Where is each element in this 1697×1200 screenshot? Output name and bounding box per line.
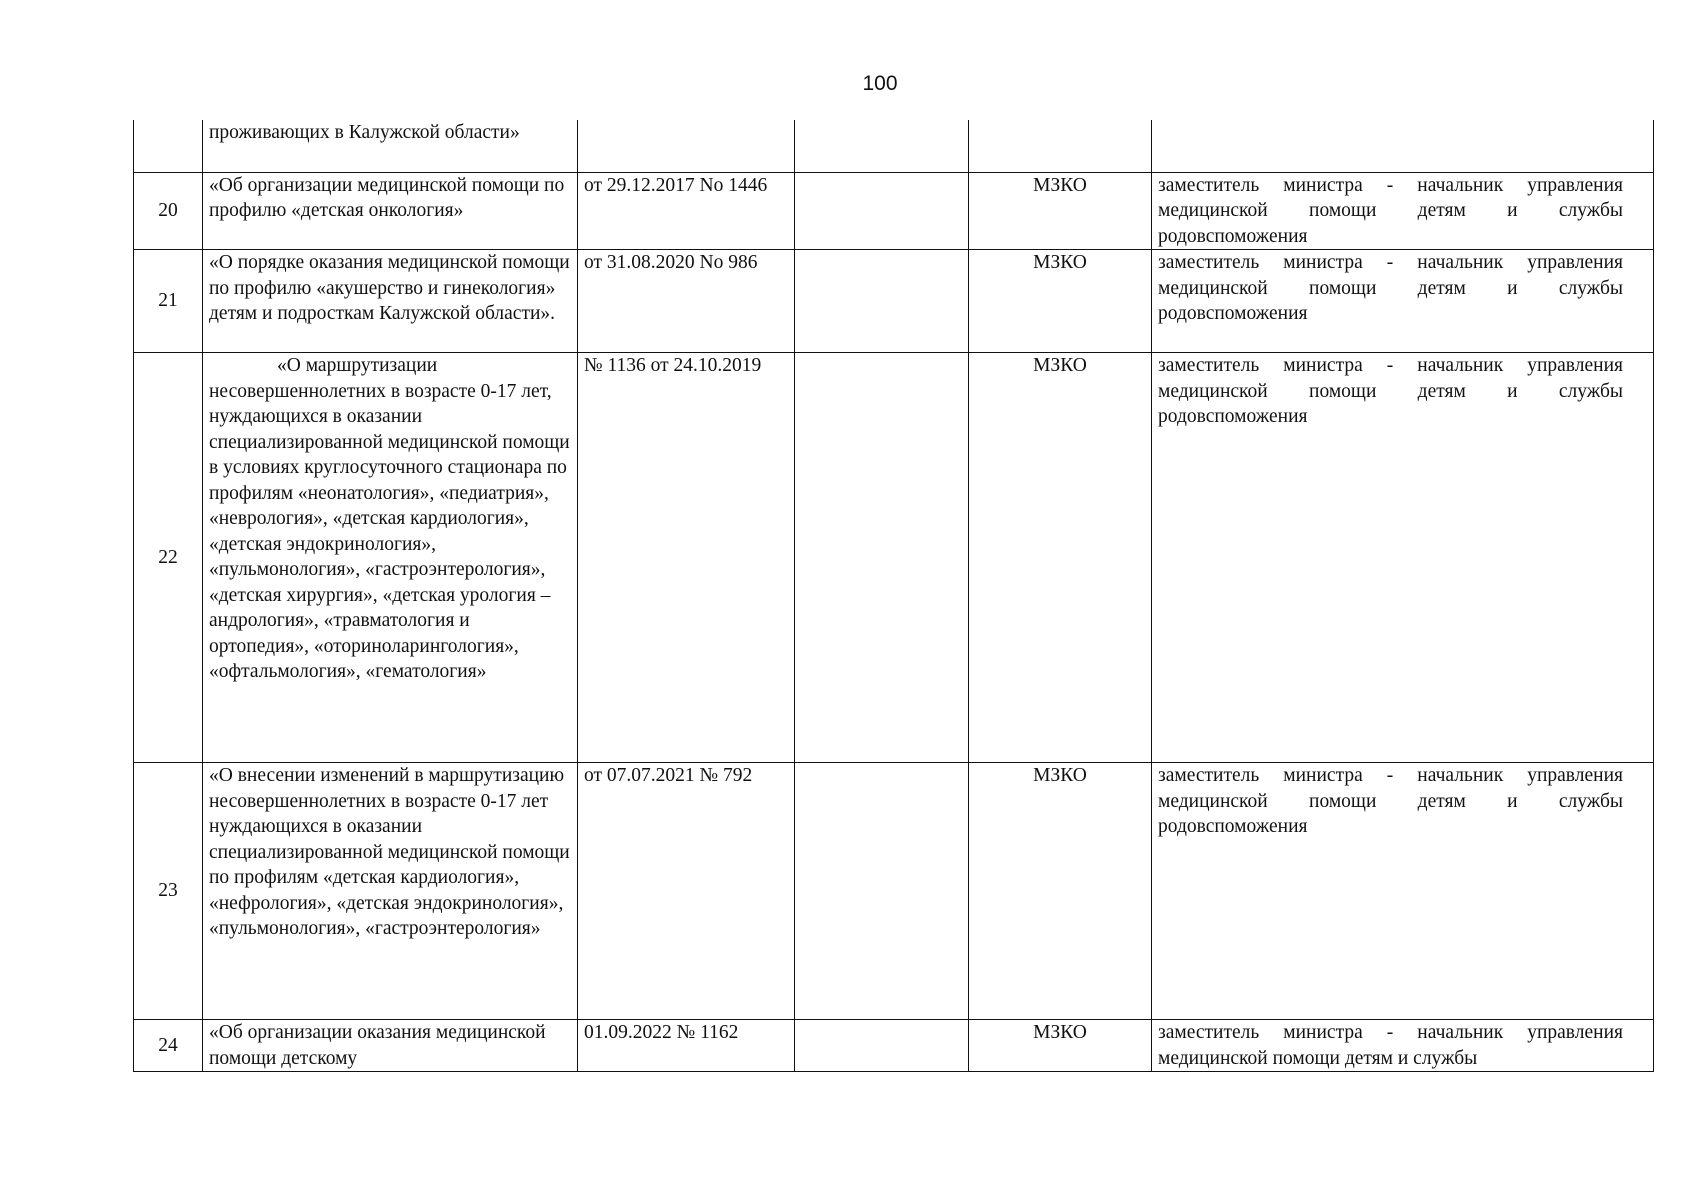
row-number	[134, 120, 203, 172]
organization: МЗКО	[969, 172, 1152, 250]
organization: МЗКО	[969, 763, 1152, 1020]
table-row	[134, 120, 1654, 172]
document-date: от 29.12.2017 No 1446	[578, 172, 795, 250]
blank-cell	[795, 763, 969, 1020]
blank-cell	[795, 250, 969, 353]
table-row	[134, 763, 1654, 1020]
responsible-person: заместитель министра - начальник управления медицинской помощи детям и службы	[1152, 1020, 1654, 1072]
table-row	[134, 1020, 1654, 1072]
document-date: от 07.07.2021 № 792	[578, 763, 795, 1020]
page-number: 100	[862, 72, 898, 95]
row-number: 24	[134, 1020, 203, 1072]
blank-cell	[795, 1020, 969, 1072]
document-title: проживающих в Калужской области»	[203, 120, 578, 172]
document-date	[578, 120, 795, 172]
organization: МЗКО	[969, 1020, 1152, 1072]
responsible-person	[1152, 120, 1654, 172]
organization: МЗКО	[969, 353, 1152, 763]
table-row	[134, 250, 1654, 353]
blank-cell	[795, 353, 969, 763]
document-title-text: «О маршрутизации несовершеннолетних в возрасте 0-17 лет, нуждающихся в оказании специализированной медицинской помощи в условиях круглосуточного стационара по профилям «неонатология», «педиатрия», «неврология», «детская кардиология», «детская эндокринология», «пульмонология», «гастроэнтерология», «детская хирургия», «детская урология – андрология», «травматология и ортопедия», «оториноларингология», «офтальмология», «гематология»	[209, 355, 570, 682]
document-title: «О внесении изменений в маршрутизацию несовершеннолетних в возрасте 0-17 лет нуждающихся в оказании специализированной медицинской помощи по профилям «детская кардиология», «нефрология», «детская эндокринология», «пульмонология», «гастроэнтерология»	[203, 763, 578, 1020]
row-number: 22	[134, 353, 203, 763]
document-table	[133, 120, 1654, 1072]
row-number: 23	[134, 763, 203, 1020]
organization	[969, 120, 1152, 172]
organization: МЗКО	[969, 250, 1152, 353]
responsible-person: заместитель министра - начальник управления медицинской помощи детям и службы родовспоможения	[1152, 250, 1654, 353]
row-number: 21	[134, 250, 203, 353]
document-date: от 31.08.2020 No 986	[578, 250, 795, 353]
blank-cell	[795, 172, 969, 250]
table-row	[134, 172, 1654, 250]
document-title: «Об организации оказания медицинской помощи детскому	[203, 1020, 578, 1072]
responsible-person: заместитель министра - начальник управления медицинской помощи детям и службы родовспоможения	[1152, 172, 1654, 250]
blank-cell	[795, 120, 969, 172]
table-row	[134, 353, 1654, 763]
document-title: «Об организации медицинской помощи по профилю «детская онкология»	[203, 172, 578, 250]
row-number: 20	[134, 172, 203, 250]
document-date: № 1136 от 24.10.2019	[578, 353, 795, 763]
document-date: 01.09.2022 № 1162	[578, 1020, 795, 1072]
document-title: «О порядке оказания медицинской помощи по профилю «акушерство и гинекология» детям и подросткам Калужской области».	[203, 250, 578, 353]
responsible-person: заместитель министра - начальник управления медицинской помощи детям и службы родовспоможения	[1152, 763, 1654, 1020]
document-title	[203, 353, 578, 763]
responsible-person: заместитель министра - начальник управления медицинской помощи детям и службы родовспоможения	[1152, 353, 1654, 763]
